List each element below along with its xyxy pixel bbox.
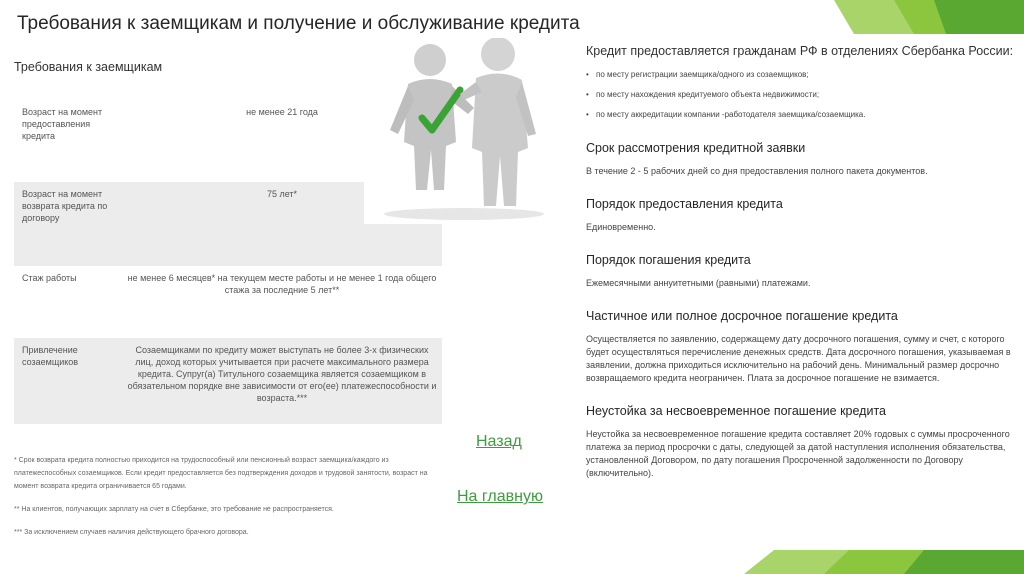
- section-heading: Неустойка за несвоевременное погашение кредита: [586, 404, 886, 418]
- row-value: не менее 6 месяцев* на текущем месте работы и не менее 1 года общего стажа за последние 5 лет**: [127, 273, 437, 295]
- requirements-heading: Требования к заемщикам: [14, 60, 163, 74]
- intro-text: Кредит предоставляется гражданам РФ в отделениях Сбербанка России:: [586, 44, 1014, 58]
- row-label: Возраст на момент предоставления кредита: [22, 107, 103, 141]
- footnote: ** На клиентов, получающих зарплату на счет в Сбербанке, это требование не распространяется.: [14, 506, 334, 513]
- credit-info: [586, 44, 1018, 499]
- list-item: • по месту аккредитации компании -работодателя заемщика/созаемщика.: [586, 105, 1018, 125]
- slide-title: Требования к заемщикам и получение и обслуживание кредита: [17, 13, 580, 34]
- table-row: [14, 266, 442, 332]
- row-label: Привлечение созаемщиков: [22, 345, 79, 367]
- row-label: Возраст на момент возврата кредита по договору: [22, 189, 108, 223]
- section-heading: Порядок предоставления кредита: [586, 197, 783, 211]
- row-label: Стаж работы: [22, 273, 77, 283]
- list-item: • по месту нахождения кредитуемого объекта недвижимости;: [586, 85, 1018, 105]
- footnotes: [14, 454, 442, 549]
- footnote: *** За исключением случаев наличия действующего брачного договора.: [14, 529, 249, 536]
- back-link[interactable]: Назад: [476, 433, 522, 450]
- section-text: В течение 2 - 5 рабочих дней со дня предоставления полного пакета документов.: [586, 166, 928, 176]
- two-people-illustration: [364, 38, 564, 224]
- section-text: Осуществляется по заявлению, содержащему дату досрочного погашения, сумму и счет, с которого будет осуществляться перечисление денежных средств. Дата досрочного погашения, указываемая в заявлении, должна приходиться исключительно на рабочий день. Минимальный размер досрочно возвращаемого кредита неограничен. Плата за досрочное погашение не взимается.: [586, 334, 1011, 383]
- row-value: Созаемщиками по кредиту может выступать не более 3-х физических лиц, доход которых учитывается при расчете максимального размера кредита. Супруг(а) Титульного созаемщика является созаемщиком в обязательном порядке вне зависимости от его(ее) платежеспособности и возраста.***: [127, 345, 437, 403]
- row-value: не менее 21 года: [246, 107, 318, 117]
- row-value: 75 лет*: [266, 189, 298, 199]
- branch-list: [586, 65, 1018, 125]
- section-heading: Срок рассмотрения кредитной заявки: [586, 141, 806, 155]
- section-heading: Порядок погашения кредита: [586, 253, 751, 267]
- list-item: • по месту регистрации заемщика/одного из созаемщиков;: [586, 65, 1018, 85]
- section-text: Неустойка за несвоевременное погашение кредита составляет 20% годовых с суммы просроченного платежа за период просрочки с даты, следующей за датой наступления исполнения обязательства, установленной Договором, по дату погашения Просроченной задолженности по Договору (включительно).: [586, 429, 1010, 478]
- footnote: * Срок возврата кредита полностью приходится на трудоспособный или пенсионный возраст заемщика/каждого из платежеспособных созаемщиков. Если кредит предоставляется без подтверждения доходов и трудовой занятости, возраст на момент возврата кредита ограничивается 65 годами.: [14, 457, 428, 490]
- section-text: Ежемесячными аннуитетными (равными) платежами.: [586, 278, 811, 288]
- section-text: Единовременно.: [586, 222, 656, 232]
- bottom-decoration: [744, 550, 1024, 574]
- home-link[interactable]: На главную: [457, 488, 543, 505]
- top-decoration: [784, 0, 1024, 34]
- section-heading: Частичное или полное досрочное погашение кредита: [586, 309, 898, 323]
- table-row: [14, 338, 442, 424]
